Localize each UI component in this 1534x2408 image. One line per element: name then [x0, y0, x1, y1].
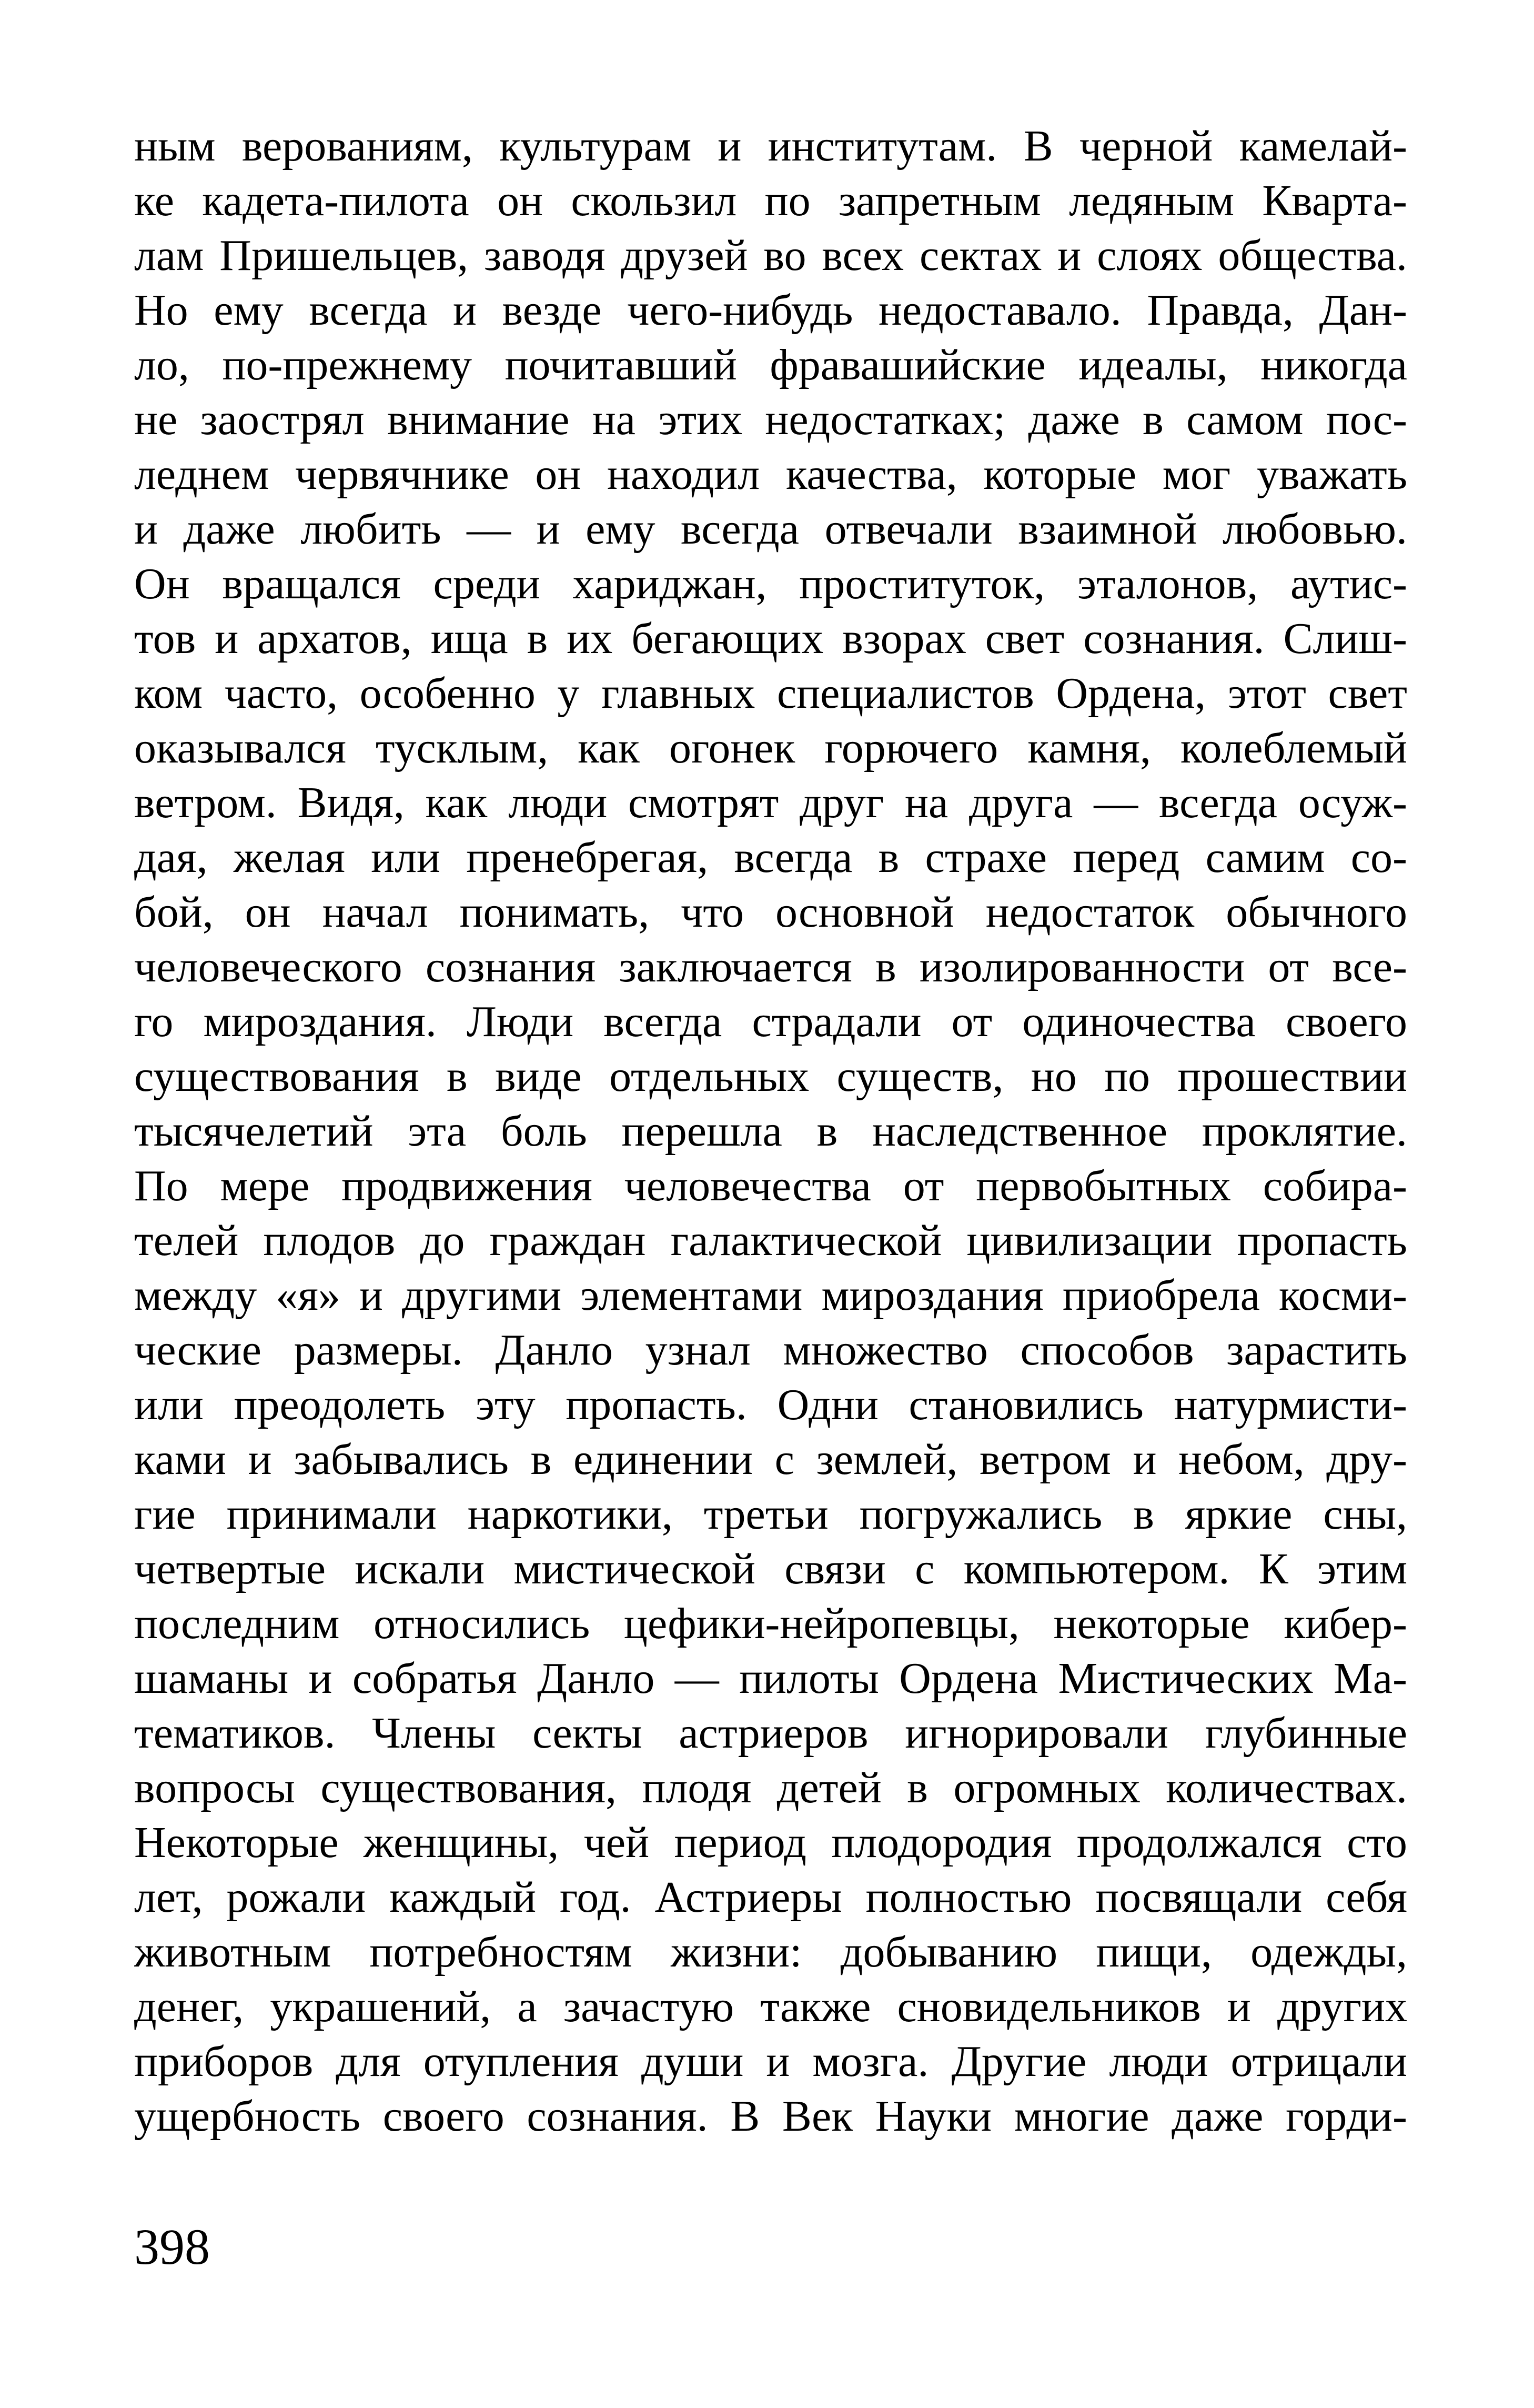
text-line: ным верованиям, культурам и институтам. В черной камелай- — [134, 122, 1407, 170]
text-line: лет, рожали каждый год. Астриеры полностью посвящали себя — [134, 1873, 1407, 1922]
text-line: тысячелетий эта боль перешла в наследственное проклятие. — [134, 1107, 1407, 1156]
text-line: четвертые искали мистической связи с компьютером. К этим — [134, 1544, 1407, 1593]
text-line: лам Пришельцев, заводя друзей во всех сектах и слоях общества. — [134, 231, 1407, 280]
text-line: ком часто, особенно у главных специалистов Ордена, этот свет — [134, 669, 1407, 718]
body-text — [134, 119, 1407, 2144]
text-line: между «я» и другими элементами мироздания приобрела косми- — [134, 1271, 1407, 1320]
text-line: По мере продвижения человечества от первобытных собира- — [134, 1161, 1407, 1210]
text-line: приборов для отупления души и мозга. Другие люди отрицали — [134, 2037, 1407, 2086]
text-line: ущербность своего сознания. В Век Науки многие даже горди- — [134, 2092, 1407, 2141]
text-line: оказывался тусклым, как огонек горючего камня, колеблемый — [134, 724, 1407, 772]
text-line: ло, по-прежнему почитавший фравашийские идеалы, никогда — [134, 340, 1407, 389]
text-line: го мироздания. Люди всегда страдали от одиночества своего — [134, 997, 1407, 1046]
text-line: денег, украшений, а зачастую также сновидельников и других — [134, 1982, 1407, 2031]
text-line: дая, желая или пренебрегая, всегда в страхе перед самим со- — [134, 833, 1407, 882]
text-line: Некоторые женщины, чей период плодородия продолжался сто — [134, 1818, 1407, 1867]
text-line: тематиков. Члены секты астриеров игнорировали глубинные — [134, 1709, 1407, 1758]
page-number: 398 — [134, 2219, 210, 2275]
text-line: бой, он начал понимать, что основной недостаток обычного — [134, 888, 1407, 937]
text-line: Но ему всегда и везде чего-нибудь недоставало. Правда, Дан- — [134, 286, 1407, 335]
text-line: ками и забывались в единении с землей, ветром и небом, дру- — [134, 1435, 1407, 1484]
text-line: человеческого сознания заключается в изолированности от все- — [134, 942, 1407, 991]
text-line: животным потребностям жизни: добыванию пищи, одежды, — [134, 1928, 1407, 1976]
text-line: не заострял внимание на этих недостатках; даже в самом пос- — [134, 395, 1407, 444]
text-line: ческие размеры. Данло узнал множество способов зарастить — [134, 1326, 1407, 1374]
text-line: тов и архатов, ища в их бегающих взорах свет сознания. Слиш- — [134, 614, 1407, 663]
text-line: существования в виде отдельных существ, но по прошествии — [134, 1052, 1407, 1101]
text-line: гие принимали наркотики, третьи погружались в яркие сны, — [134, 1490, 1407, 1539]
text-line: и даже любить — и ему всегда отвечали взаимной любовью. — [134, 505, 1407, 554]
text-line: ветром. Видя, как люди смотрят друг на друга — всегда осуж- — [134, 778, 1407, 827]
text-line: или преодолеть эту пропасть. Одни становились натурмисти- — [134, 1380, 1407, 1429]
text-line: вопросы существования, плодя детей в огромных количествах. — [134, 1763, 1407, 1812]
text-line: шаманы и собратья Данло — пилоты Ордена Мистических Ма- — [134, 1654, 1407, 1703]
text-line: ке кадета-пилота он скользил по запретным ледяным Кварта- — [134, 176, 1407, 225]
text-line: Он вращался среди хариджан, проституток, эталонов, аутис- — [134, 559, 1407, 608]
text-line: леднем червячнике он находил качества, которые мог уважать — [134, 450, 1407, 499]
text-line: телей плодов до граждан галактической цивилизации пропасть — [134, 1216, 1407, 1265]
text-line: последним относились цефики-нейропевцы, некоторые кибер- — [134, 1599, 1407, 1648]
